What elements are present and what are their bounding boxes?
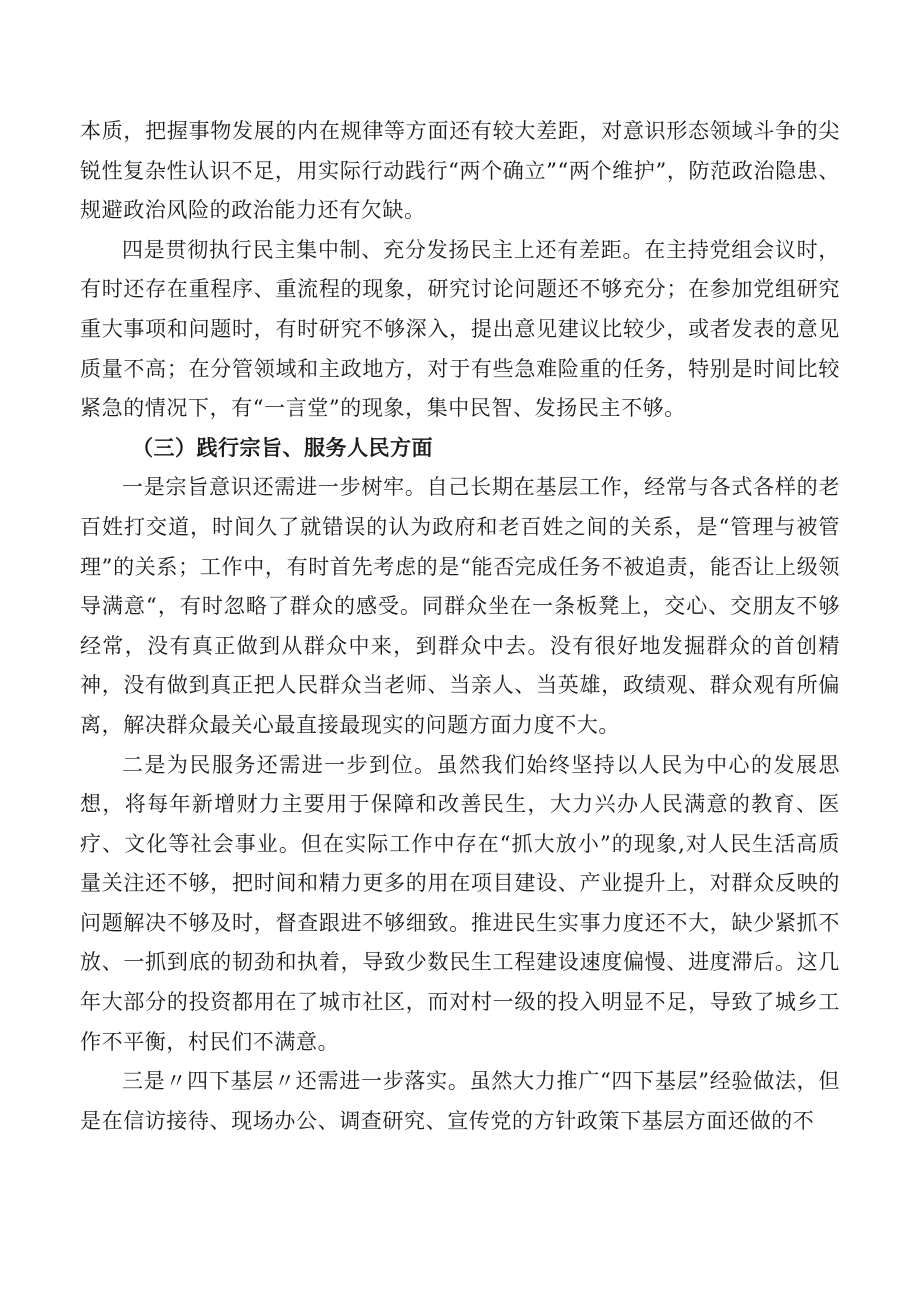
- paragraph-purpose-awareness: 一是宗旨意识还需进一步树牢。自己长期在基层工作，经常与各式各样的老百姓打交道，时间久了就错误的认为政府和老百姓之间的关系，是“管理与被管理”的关系；工作中，有时首先考虑的是“能否完成任务不被追责，能否让上级领导满意“，有时忽略了群众的感受。同群众坐在一条板凳上，交心、交朋友不够经常，没有真正做到从群众中来，到群众中去。没有很好地发掘群众的首创精神，没有做到真正把人民群众当老师、当亲人、当英雄，政绩观、群众观有所偏离，解决群众最关心最直接最现实的问题方面力度不大。: [80, 475, 840, 737]
- paragraph-democratic-centralism: 四是贯彻执行民主集中制、充分发扬民主上还有差距。在主持党组会议时，有时还存在重程序、重流程的现象，研究讨论问题还不够充分；在参加党组研究重大事项和问题时，有时研究不够深入，提出意见建议比较少，或者发表的意见质量不高；在分管领域和主政地方，对于有些急难险重的任务，特别是时间比较紧急的情况下，有“一言堂”的现象，集中民智、发扬民主不够。: [80, 237, 840, 421]
- paragraph-political-ability: 本质，把握事物发展的内在规律等方面还有较大差距，对意识形态领域斗争的尖锐性复杂性认识不足，用实际行动践行“两个确立”“两个维护”，防范政治隐患、规避政治风险的政治能力还有欠缺。: [80, 119, 840, 223]
- document-page: [80, 112, 840, 1141]
- paragraph-four-down-grassroots: 三是〃四下基层〃还需进一步落实。虽然大力推广“四下基层”经验做法，但是在信访接待、现场办公、调查研究、宣传党的方针政策下基层方面还做的不: [80, 1069, 840, 1133]
- section-heading-serve-people: （三）践行宗旨、服务人民方面: [132, 435, 433, 460]
- paragraph-serve-people: 二是为民服务还需进一步到位。虽然我们始终坚持以人民为中心的发展思想，将每年新增财力主要用于保障和改善民生，大力兴办人民满意的教育、医疗、文化等社会事业。但在实际工作中存在“抓大放小”的现象,对人民生活高质量关注还不够，把时间和精力更多的用在项目建设、产业提升上，对群众反映的问题解决不够及时，督查跟进不够细致。推进民生实事力度还不大，缺少紧抓不放、一抓到底的韧劲和执着，导致少数民生工程建设速度偏慢、进度滞后。这几年大部分的投资都用在了城市社区，而对村一级的投入明显不足，导致了城乡工作不平衡，村民们不满意。: [80, 752, 840, 1054]
